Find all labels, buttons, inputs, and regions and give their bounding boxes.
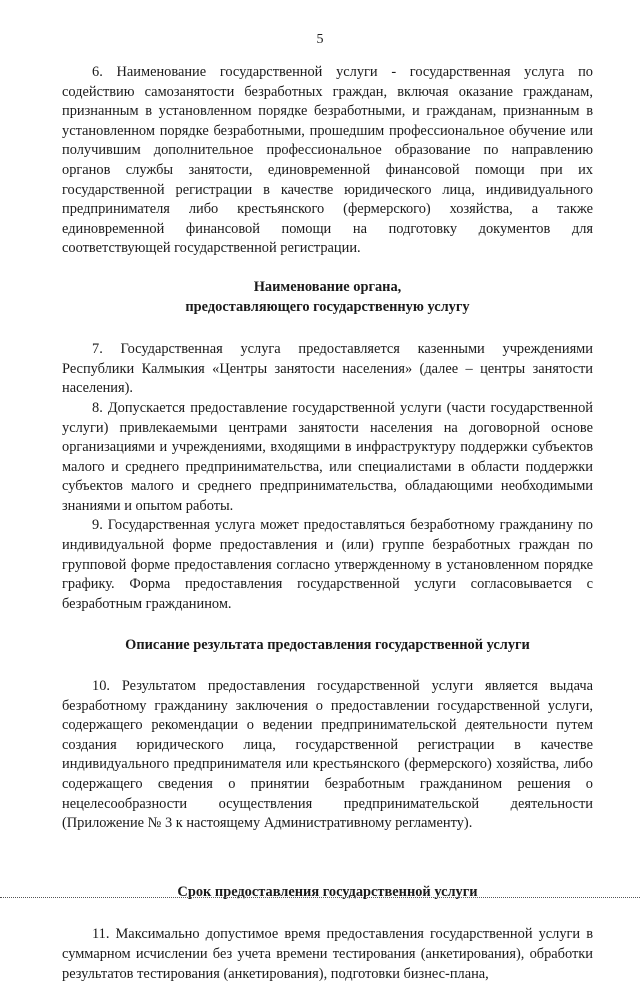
section-heading-term: Срок предоставления государственной услуги: [177, 883, 478, 900]
document-body: [62, 63, 593, 984]
paragraph-10: 10. Результатом предоставления государственной услуги является выдача безработному гражданину заключения о предоставлении государственной услуги, содержащего рекомендации о ведении предпринимательской деятельности путем создания юридического лица, государственной регистрации в качестве индивидуального предпринимателя или крестьянского (фермерского) хозяйства, либо содержащего сведения о принятии безработным гражданином решения о нецелесообразности осуществления предпринимательской деятельности (Приложение № 3 к настоящему Административному регламенту).: [62, 678, 593, 832]
paragraph-9: 9. Государственная услуга может предоставляться безработному гражданину по индивидуальной форме предоставления и (или) группе безработных граждан по групповой форме предоставления согласно утвержденному в установленном порядке графику. Форма предоставления государственной услуги согласовывается с безработным гражданином.: [62, 517, 593, 612]
section-heading-result: Описание результата предоставления государственной услуги: [125, 637, 530, 654]
heading-organ-line-1: Наименование органа,: [253, 278, 402, 295]
paragraph-11: 11. Максимально допустимое время предоставления государственной услуги в суммарном исчислении без учета времени тестирования (анкетирования), обработки результатов тестирования (анкетирования), подготовки бизнес-плана,: [62, 926, 593, 982]
section-heading-organ: [62, 278, 593, 317]
paragraph-8: 8. Допускается предоставление государственной услуги (части государственной услуги) привлекаемыми центрами занятости населения на договорной основе организациями и учреждениями, входящими в инфраструктуру поддержки субъектов малого и среднего предпринимательства, или специалистами в области поддержки субъектов малого и среднего предпринимательства, обладающими необходимыми знаниями и опытом работы.: [62, 399, 593, 514]
paragraph-7: 7. Государственная услуга предоставляется казенными учреждениями Республики Калмыкия «Центры занятости населения» (далее – центры занятости населения).: [62, 341, 593, 397]
heading-organ-line-2: предоставляющего государственную услугу: [185, 298, 470, 315]
page-number: 5: [316, 32, 324, 47]
paragraph-6: 6. Наименование государственной услуги - государственная услуга по содействию самозанятости безработных граждан, включая оказание гражданам, признанным в установленном порядке безработными, и гражданам, признанным в установленном порядке безработными, прошедшим профессиональное обучение или получившим дополнительное профессиональное образование по направлению органов службы занятости, единовременной финансовой помощи при их государственной регистрации в качестве юридического лица, индивидуального предпринимателя либо крестьянского (фермерского) хозяйства, а также единовременной финансовой помощи на подготовку документов для соответствующей государственной регистрации.: [62, 64, 593, 257]
footer-dotted-rule: [0, 897, 640, 898]
